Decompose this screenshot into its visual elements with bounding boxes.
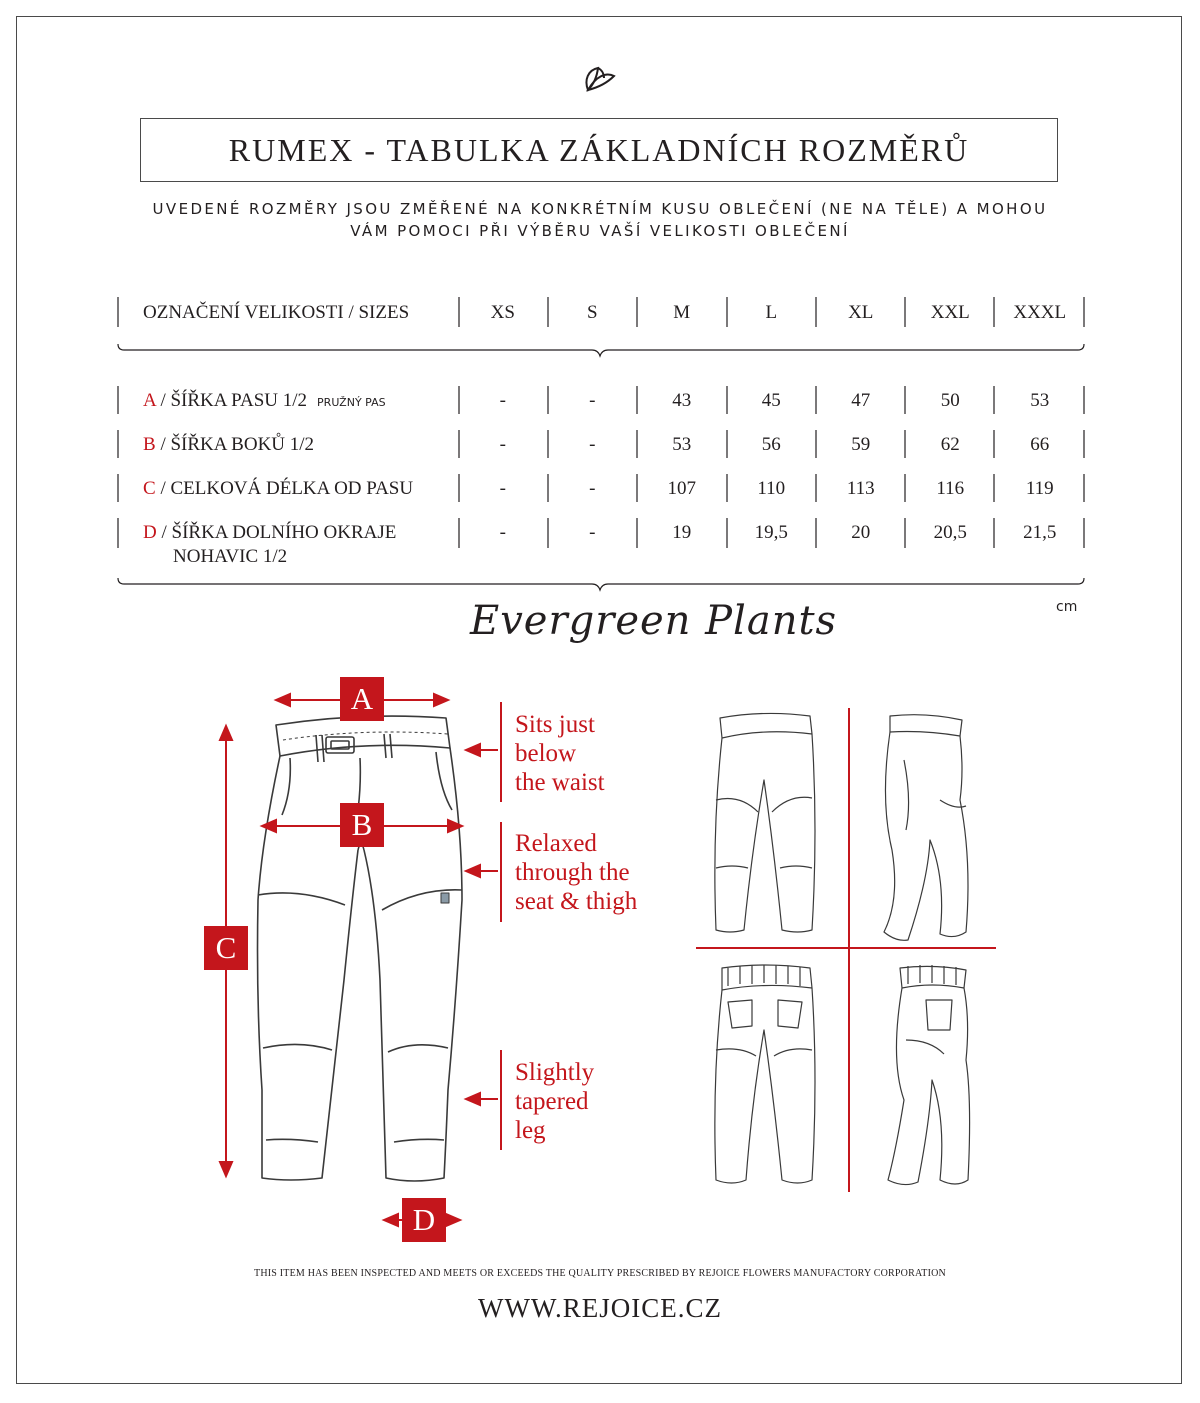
row-d-xxxl: 21,5 — [1023, 522, 1057, 543]
row-d-xxl: 20,5 — [933, 522, 967, 543]
row-a — [118, 386, 1086, 416]
size-m: M — [673, 302, 691, 323]
callout-waist-line2: below — [515, 740, 577, 767]
measure-b-badge — [340, 803, 384, 847]
row-c-xs: - — [499, 478, 506, 499]
callout-waist — [515, 710, 605, 797]
row-a-l: 45 — [761, 390, 781, 411]
brand-wordmark: Evergreen Plants — [470, 598, 838, 644]
row-d-xs: - — [499, 522, 506, 543]
row-a-xxxl: 53 — [1030, 390, 1050, 411]
callout-waist-line1: Sits just — [515, 711, 595, 738]
row-a-label — [118, 390, 458, 412]
row-b-xxl: 62 — [940, 434, 960, 455]
row-d-s: - — [589, 522, 596, 543]
row-c-xxxl: 119 — [1025, 478, 1054, 499]
callout-seat-line2: through the — [515, 859, 630, 886]
row-b-letter: B — [143, 434, 156, 455]
row-b-xl: 59 — [851, 434, 871, 455]
row-b-xxxl: 66 — [1030, 434, 1050, 455]
measure-d-badge — [402, 1198, 446, 1242]
row-b-xs: - — [499, 434, 506, 455]
size-xxl: XXL — [930, 302, 970, 323]
callout-leg — [515, 1058, 594, 1145]
measure-d-label: D — [412, 1202, 436, 1237]
row-a-xs: - — [499, 390, 506, 411]
row-c-s: - — [589, 478, 596, 499]
row-d-m: 19 — [672, 522, 692, 543]
row-b-text: / ŠÍŘKA BOKŮ 1/2 — [155, 434, 315, 455]
row-a-m: 43 — [672, 390, 692, 411]
row-b-l: 56 — [761, 434, 781, 455]
measure-b-label: B — [351, 807, 373, 842]
row-b-s: - — [589, 434, 596, 455]
callout-leg-line2: tapered — [515, 1088, 589, 1115]
row-d — [118, 518, 1086, 548]
row-c-l: 110 — [757, 478, 786, 499]
subtitle-line-2: VÁM POMOCI PŘI VÝBĚRU VAŠÍ VELIKOSTI OBLEČENÍ — [350, 222, 850, 240]
callout-leg-line3: leg — [515, 1117, 546, 1144]
measure-c-label: C — [215, 930, 237, 965]
row-a-xl: 47 — [851, 390, 871, 411]
callout-seat-line1: Relaxed — [515, 830, 597, 857]
row-d-l: 19,5 — [754, 522, 788, 543]
callout-waist-line3: the waist — [515, 769, 605, 796]
row-c-xl: 113 — [846, 478, 875, 499]
row-c-text: / CELKOVÁ DÉLKA OD PASU — [155, 478, 414, 499]
row-a-s: - — [589, 390, 596, 411]
row-a-xxl: 50 — [940, 390, 960, 411]
website-link[interactable]: WWW.REJOICE.CZ — [478, 1293, 722, 1323]
title-text: RUMEX - TABULKA ZÁKLADNÍCH ROZMĚRŮ — [228, 131, 970, 168]
callout-seat-line3: seat & thigh — [515, 888, 638, 915]
row-b — [118, 430, 1086, 460]
row-d-label — [118, 522, 458, 544]
measure-a-label: A — [350, 681, 374, 716]
row-a-letter: A — [143, 390, 156, 411]
row-c — [118, 474, 1086, 504]
row-c-m: 107 — [667, 478, 696, 499]
row-b-m: 53 — [672, 434, 692, 455]
subtitle-line-1: UVEDENÉ ROZMĚRY JSOU ZMĚŘENÉ NA KONKRÉTNÍM KUSU OBLEČENÍ (NE NA TĚLE) A MOHOU — [152, 200, 1048, 218]
size-xxxl: XXXL — [1013, 302, 1067, 323]
callout-leg-line1: Slightly — [515, 1059, 595, 1086]
row-c-letter: C — [143, 478, 156, 499]
row-a-text: / ŠÍŘKA PASU 1/2 — [155, 390, 308, 411]
measure-c-badge — [204, 926, 248, 970]
size-xs: XS — [490, 302, 515, 323]
measure-a-badge — [340, 677, 384, 721]
row-d-text: / ŠÍŘKA DOLNÍHO OKRAJE — [156, 522, 397, 543]
size-s: S — [586, 302, 598, 323]
row-b-label — [118, 434, 458, 456]
row-c-label — [118, 478, 458, 500]
size-header-label: OZNAČENÍ VELIKOSTI / SIZES — [143, 302, 410, 323]
size-l: L — [765, 302, 778, 323]
row-d-xl: 20 — [851, 522, 871, 543]
quality-note: THIS ITEM HAS BEEN INSPECTED AND MEETS OR EXCEEDS THE QUALITY PRESCRIBED BY REJOICE FLOWERS MANUFACTORY CORPORATION — [254, 1268, 946, 1279]
callout-seat — [515, 829, 637, 916]
row-d-letter: D — [143, 522, 157, 543]
row-d-text-line2: NOHAVIC 1/2 — [173, 546, 288, 567]
row-c-xxl: 116 — [936, 478, 965, 499]
size-xl: XL — [848, 302, 874, 323]
row-a-note: PRUŽNÝ PAS — [317, 396, 386, 409]
unit-label: cm — [1056, 599, 1078, 615]
